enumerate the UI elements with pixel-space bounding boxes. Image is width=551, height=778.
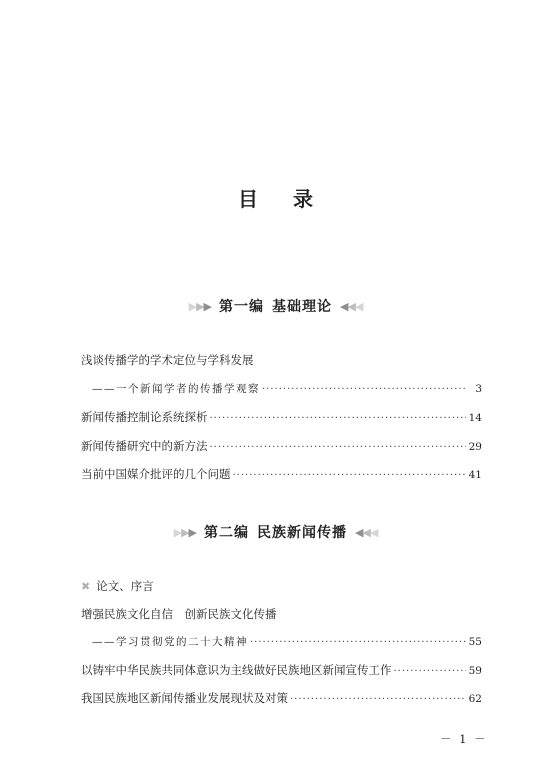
toc-entry-page: 62: [468, 693, 482, 705]
part-heading-2: [0, 522, 551, 542]
toc-entry-title: 新闻传播控制论系统探析: [81, 410, 208, 424]
triple-right-arrow-icon: ▶▶▶: [173, 525, 196, 539]
triple-right-arrow-icon: ▶▶▶: [188, 299, 211, 313]
toc-entry-title[interactable]: 浅谈传播学的学术定位与学科发展: [81, 353, 254, 367]
part-heading-1: [0, 296, 551, 316]
leader-dots: [233, 470, 467, 481]
toc-entry-title: ——一个新闻学者的传播学观察: [92, 383, 260, 395]
toc-entry-title[interactable]: 增强民族文化自信 创新民族文化传播: [81, 607, 277, 621]
part-label: 第二编: [204, 525, 249, 541]
toc-entry-page: 41: [468, 469, 482, 481]
toc-entry-page: 55: [468, 636, 482, 648]
part-name: 基础理论: [272, 299, 332, 315]
leader-dots: [210, 442, 467, 453]
toc-entry-title: 新闻传播研究中的新方法: [81, 439, 208, 453]
toc-entry[interactable]: [81, 438, 482, 454]
toc-entry-title: ——学习贯彻党的二十大精神: [92, 636, 248, 648]
leader-dots: [394, 666, 467, 677]
toc-entry[interactable]: [81, 409, 482, 425]
toc-entry-title: 当前中国媒介批评的几个问题: [81, 467, 231, 481]
toc-entry[interactable]: [81, 662, 482, 678]
toc-entry-title: 我国民族地区新闻传播业发展现状及对策: [81, 691, 288, 705]
toc-entry-page: 14: [468, 412, 482, 424]
leader-dots: [262, 384, 466, 395]
triple-left-arrow-icon: ◀◀◀: [340, 299, 363, 313]
leader-dots: [250, 637, 466, 648]
section-label: [81, 578, 154, 594]
leader-dots: [210, 413, 467, 424]
part-name: 民族新闻传播: [257, 525, 347, 541]
toc-entry[interactable]: [81, 466, 482, 482]
triple-left-arrow-icon: ◀◀◀: [355, 525, 378, 539]
section-label-text: 论文、序言: [96, 579, 154, 593]
part-label: 第一编: [219, 299, 264, 315]
leader-dots: [290, 694, 466, 705]
toc-entry-title: 以铸牢中华民族共同体意识为主线做好民族地区新闻宣传工作: [81, 663, 392, 677]
toc-entry-page: 59: [468, 665, 482, 677]
toc-entry-page: 3: [475, 383, 482, 395]
toc-entry-page: 29: [468, 441, 482, 453]
toc-entry[interactable]: [92, 381, 482, 396]
page-title: 目 录: [238, 187, 327, 211]
toc-entry[interactable]: [92, 634, 482, 649]
toc-entry[interactable]: [81, 690, 482, 706]
cross-mark-icon: ✖: [81, 579, 91, 593]
page-number: － 1 －: [440, 732, 488, 746]
